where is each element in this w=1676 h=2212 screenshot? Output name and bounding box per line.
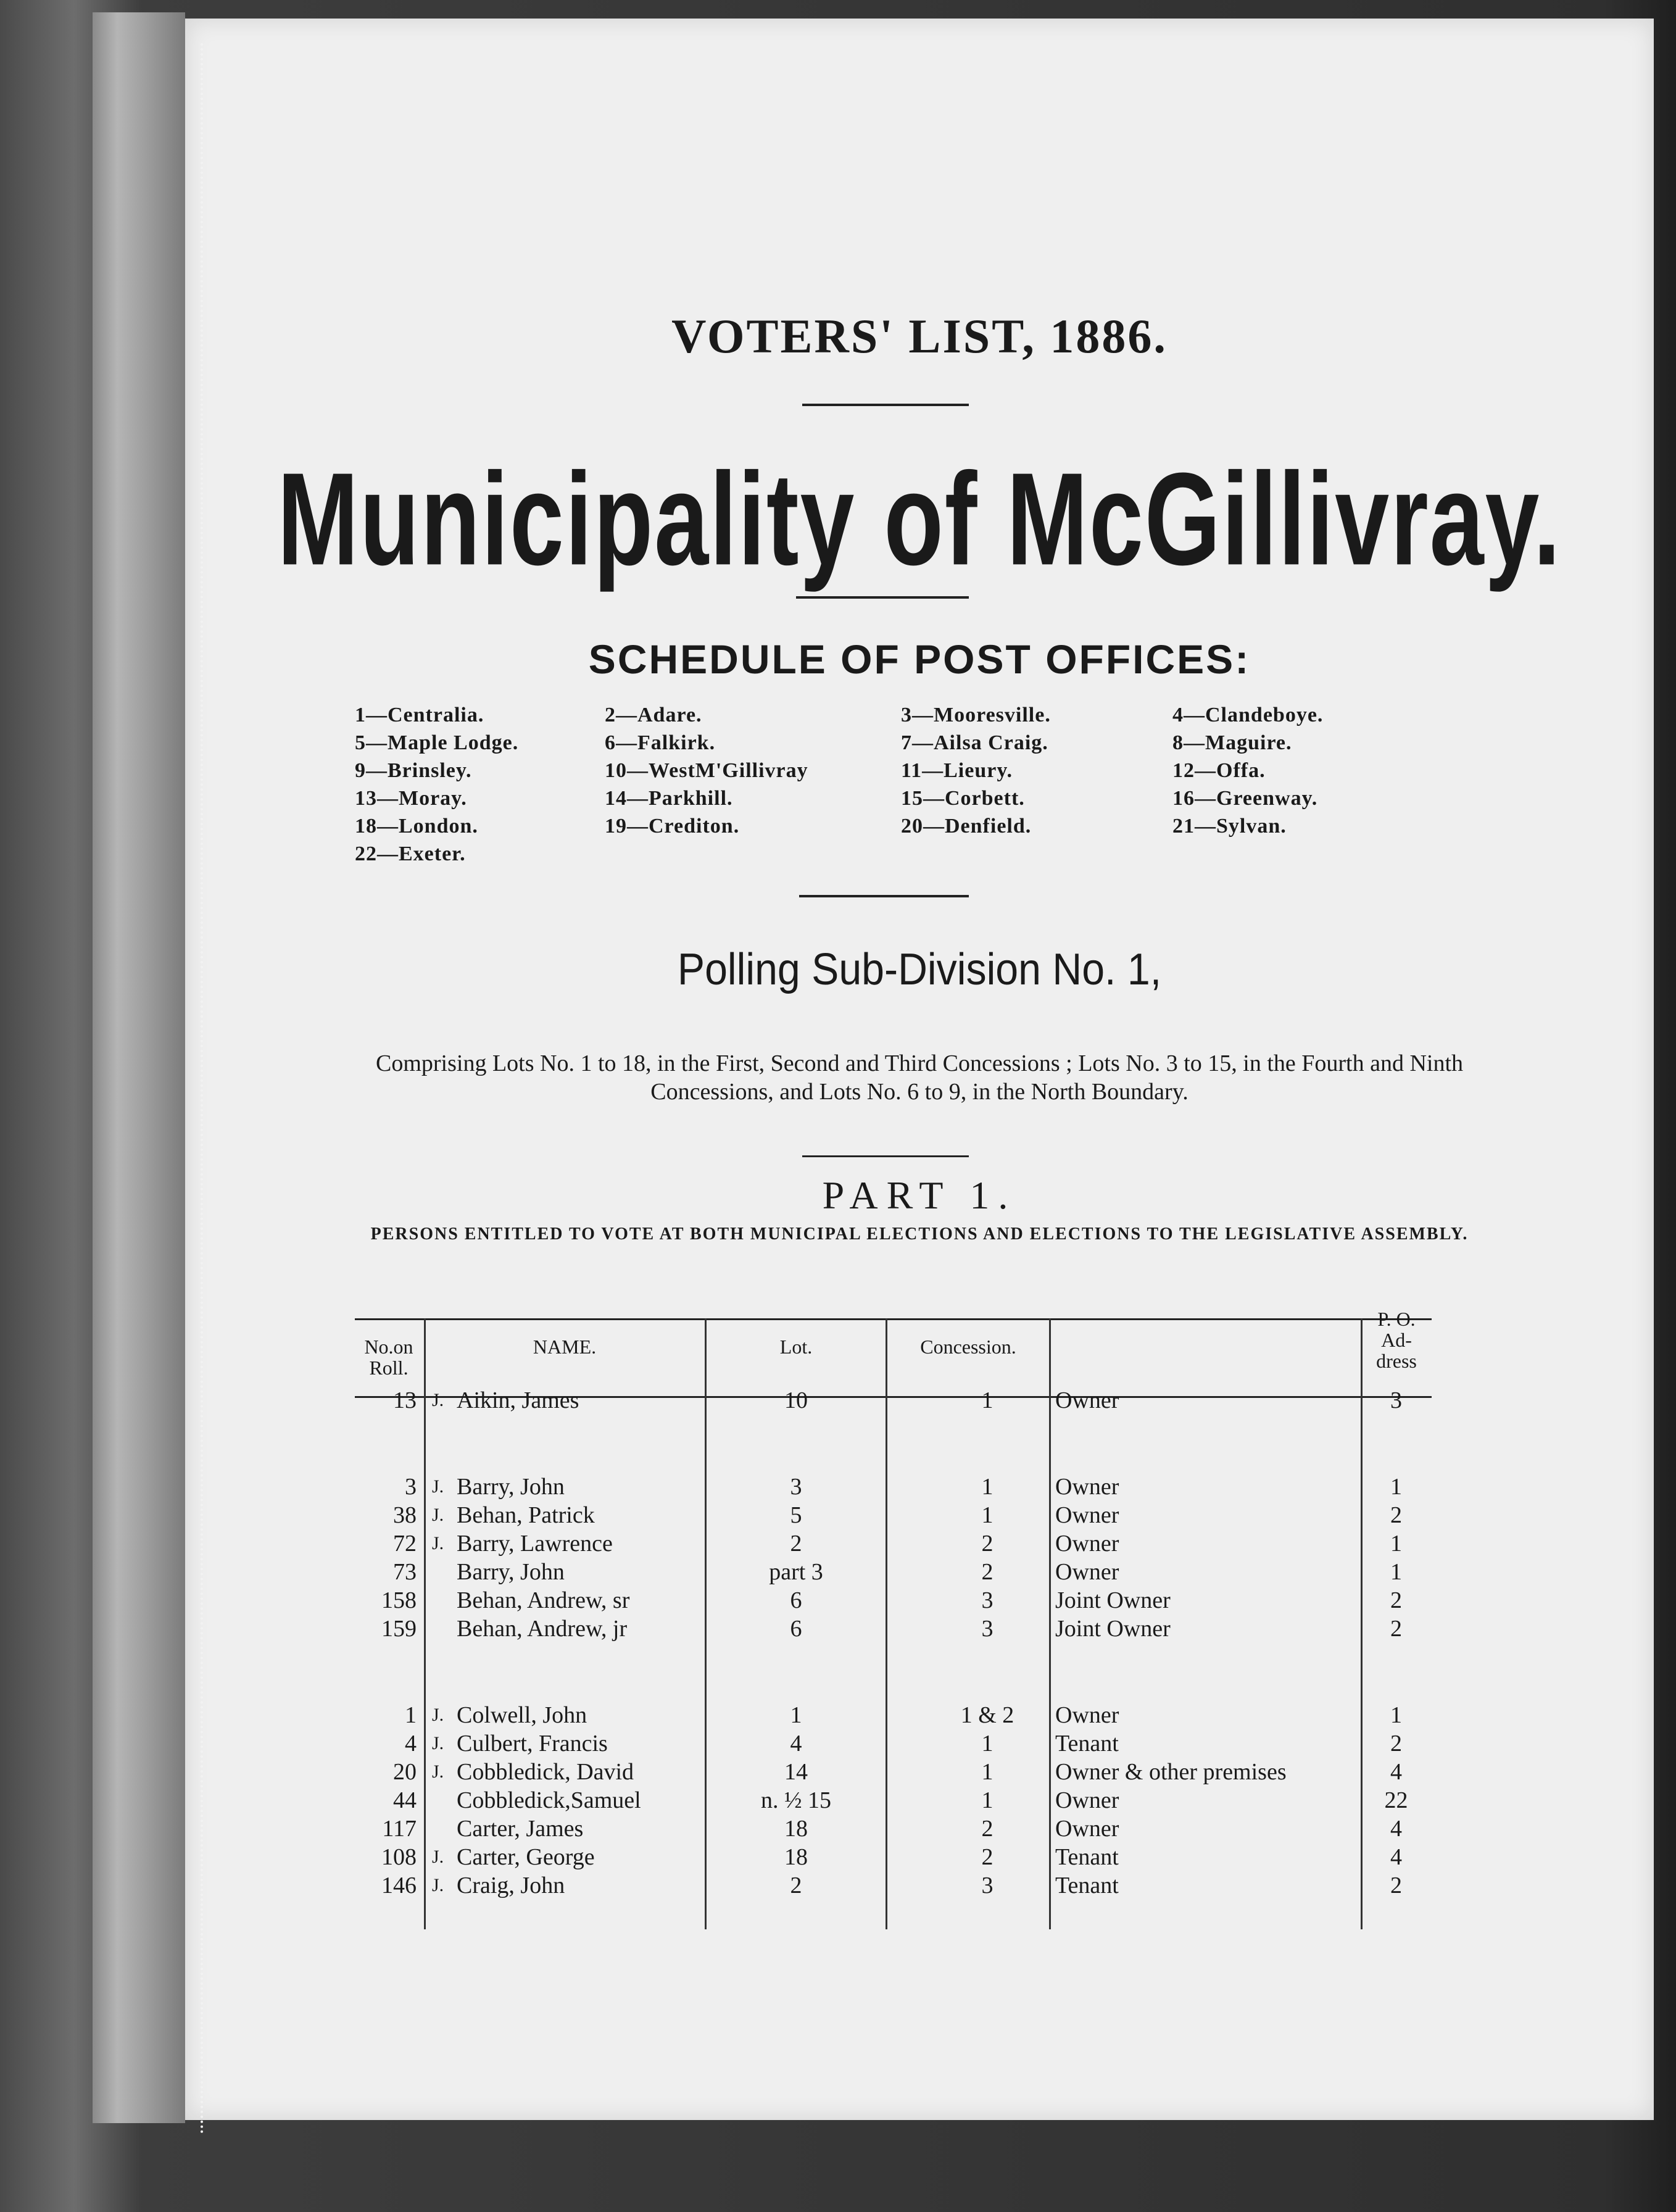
- table-column-rule: [1049, 1318, 1051, 1929]
- po-address: 2: [1390, 1616, 1402, 1642]
- post-office-item: 20—Denfield.: [901, 815, 1032, 838]
- roll-number: 13: [393, 1387, 417, 1413]
- post-office-item: 19—Crediton.: [605, 815, 740, 838]
- voter-name: Craig, John: [457, 1873, 565, 1898]
- po-address: 2: [1390, 1502, 1402, 1528]
- concession: 1: [981, 1787, 994, 1813]
- divider-rule: [796, 596, 969, 599]
- concession: 1: [981, 1759, 994, 1785]
- concession: 2: [981, 1531, 994, 1557]
- header-roll: No.on Roll.: [364, 1336, 413, 1379]
- municipality-title: Municipality of McGillivray.: [277, 446, 1562, 593]
- voter-name: Carter, James: [457, 1816, 584, 1842]
- po-address: 1: [1390, 1474, 1402, 1500]
- post-office-item: 6—Falkirk.: [605, 731, 716, 754]
- voter-name: Behan, Andrew, sr: [457, 1587, 630, 1613]
- lot-number: 10: [784, 1387, 808, 1413]
- header-lot: Lot.: [779, 1336, 813, 1358]
- voter-mark: J.: [432, 1733, 444, 1753]
- post-office-item: 13—Moray.: [355, 787, 467, 810]
- post-office-item: 10—WestM'Gillivray: [605, 759, 808, 782]
- post-office-item: 15—Corbett.: [901, 787, 1025, 810]
- part-heading: PART 1.: [822, 1173, 1017, 1217]
- roll-number: 1: [405, 1702, 417, 1728]
- po-address: 1: [1390, 1531, 1402, 1557]
- post-office-item: 11—Lieury.: [901, 759, 1013, 782]
- roll-number: 159: [381, 1616, 417, 1642]
- voter-mark: J.: [432, 1476, 444, 1497]
- po-address: 22: [1384, 1787, 1408, 1813]
- holder-status: Joint Owner: [1055, 1616, 1171, 1642]
- header-concession: Concession.: [920, 1336, 1016, 1358]
- concession: 1: [981, 1387, 994, 1413]
- lot-number: 1: [790, 1702, 802, 1728]
- holder-status: Owner: [1055, 1502, 1119, 1528]
- roll-number: 146: [381, 1873, 417, 1898]
- holder-status: Owner: [1055, 1787, 1119, 1813]
- lot-number: 18: [784, 1816, 808, 1842]
- lot-number: 6: [790, 1587, 802, 1613]
- po-address: 1: [1390, 1559, 1402, 1585]
- holder-status: Owner: [1055, 1474, 1119, 1500]
- lot-number: 2: [790, 1531, 802, 1557]
- lot-number: n. ½ 15: [761, 1787, 831, 1813]
- lot-number: 3: [790, 1474, 802, 1500]
- voter-mark: J.: [432, 1533, 444, 1553]
- lot-number: 6: [790, 1616, 802, 1642]
- roll-number: 73: [393, 1559, 417, 1585]
- post-office-item: 22—Exeter.: [355, 842, 466, 865]
- roll-number: 117: [382, 1816, 417, 1842]
- roll-number: 108: [381, 1844, 417, 1870]
- subdivision-description: Comprising Lots No. 1 to 18, in the First, Second and Third Concessions ; Lots No. 3 to 15, in the Fourth and Ninth Concessions, and Lots No. 6 to 9, in the North Boundary.: [375, 1050, 1464, 1105]
- po-address: 3: [1390, 1387, 1402, 1413]
- divider-rule: [799, 895, 969, 897]
- po-address: 2: [1390, 1587, 1402, 1613]
- post-office-item: 2—Adare.: [605, 704, 702, 726]
- concession: 2: [981, 1816, 994, 1842]
- roll-number: 72: [393, 1531, 417, 1557]
- voter-name: Behan, Andrew, jr: [457, 1616, 628, 1642]
- post-office-item: 1—Centralia.: [355, 704, 484, 726]
- persons-entitled-line: PERSONS ENTITLED TO VOTE AT BOTH MUNICIPAL ELECTIONS AND ELECTIONS TO THE LEGISLATIVE ASSEMBLY.: [370, 1224, 1469, 1244]
- post-office-item: 4—Clandeboye.: [1172, 704, 1324, 726]
- concession: 1: [981, 1474, 994, 1500]
- post-office-item: 9—Brinsley.: [355, 759, 472, 782]
- roll-number: 38: [393, 1502, 417, 1528]
- po-address: 4: [1390, 1759, 1402, 1785]
- voter-name: Colwell, John: [457, 1702, 587, 1728]
- roll-number: 3: [405, 1474, 417, 1500]
- post-office-item: 16—Greenway.: [1172, 787, 1318, 810]
- holder-status: Owner: [1055, 1816, 1119, 1842]
- header-name: NAME.: [533, 1336, 597, 1358]
- concession: 3: [981, 1587, 994, 1613]
- table-column-rule: [886, 1318, 887, 1929]
- voter-name: Behan, Patrick: [457, 1502, 595, 1528]
- voter-mark: J.: [432, 1705, 444, 1725]
- list-title: VOTERS' LIST, 1886.: [671, 309, 1168, 363]
- voter-name: Culbert, Francis: [457, 1731, 608, 1757]
- voter-name: Aikin, James: [457, 1387, 579, 1413]
- po-address: 4: [1390, 1844, 1402, 1870]
- table-column-rule: [424, 1318, 426, 1929]
- voter-mark: J.: [432, 1875, 444, 1895]
- po-address: 1: [1390, 1702, 1402, 1728]
- concession: 1: [981, 1731, 994, 1757]
- table-column-rule: [1361, 1318, 1363, 1929]
- table-column-rule: [705, 1318, 707, 1929]
- lot-number: part 3: [769, 1559, 823, 1585]
- voter-name: Barry, Lawrence: [457, 1531, 613, 1557]
- concession: 1 & 2: [960, 1702, 1014, 1728]
- header-po-address: P. O. Ad-dress: [1376, 1308, 1417, 1372]
- post-office-item: 21—Sylvan.: [1172, 815, 1287, 838]
- concession: 3: [981, 1873, 994, 1898]
- voter-name: Cobbledick, David: [457, 1759, 634, 1785]
- table-top-rule: [355, 1318, 1432, 1320]
- voter-mark: J.: [432, 1847, 444, 1867]
- holder-status: Owner: [1055, 1387, 1119, 1413]
- roll-number: 44: [393, 1787, 417, 1813]
- voter-mark: J.: [432, 1390, 444, 1410]
- lot-number: 5: [790, 1502, 802, 1528]
- divider-rule: [802, 1155, 969, 1157]
- schedule-heading: SCHEDULE OF POST OFFICES:: [588, 636, 1251, 682]
- voter-name: Carter, George: [457, 1844, 595, 1870]
- book-binding: [93, 12, 185, 2123]
- post-office-item: 14—Parkhill.: [605, 787, 733, 810]
- holder-status: Owner: [1055, 1559, 1119, 1585]
- voter-name: Barry, John: [457, 1474, 565, 1500]
- holder-status: Tenant: [1055, 1873, 1119, 1898]
- divider-rule: [802, 404, 969, 406]
- post-office-item: 3—Mooresville.: [901, 704, 1051, 726]
- concession: 1: [981, 1502, 994, 1528]
- post-office-item: 5—Maple Lodge.: [355, 731, 519, 754]
- holder-status: Tenant: [1055, 1844, 1119, 1870]
- document-page: [185, 19, 1654, 2120]
- post-office-item: 18—London.: [355, 815, 478, 838]
- roll-number: 158: [381, 1587, 417, 1613]
- voter-mark: J.: [432, 1505, 444, 1525]
- subdivision-heading: Polling Sub-Division No. 1,: [677, 945, 1162, 994]
- voter-name: Cobbledick,Samuel: [457, 1787, 641, 1813]
- post-office-item: 8—Maguire.: [1172, 731, 1292, 754]
- post-office-item: 12—Offa.: [1172, 759, 1266, 782]
- roll-number: 20: [393, 1759, 417, 1785]
- post-office-item: 7—Ailsa Craig.: [901, 731, 1048, 754]
- holder-status: Owner & other premises: [1055, 1759, 1287, 1785]
- lot-number: 14: [784, 1759, 808, 1785]
- voter-name: Barry, John: [457, 1559, 565, 1585]
- voter-mark: J.: [432, 1761, 444, 1782]
- lot-number: 4: [790, 1731, 802, 1757]
- concession: 2: [981, 1559, 994, 1585]
- holder-status: Tenant: [1055, 1731, 1119, 1757]
- holder-status: Joint Owner: [1055, 1587, 1171, 1613]
- holder-status: Owner: [1055, 1531, 1119, 1557]
- concession: 2: [981, 1844, 994, 1870]
- po-address: 2: [1390, 1731, 1402, 1757]
- holder-status: Owner: [1055, 1702, 1119, 1728]
- po-address: 2: [1390, 1873, 1402, 1898]
- concession: 3: [981, 1616, 994, 1642]
- roll-number: 4: [405, 1731, 417, 1757]
- lot-number: 2: [790, 1873, 802, 1898]
- po-address: 4: [1390, 1816, 1402, 1842]
- lot-number: 18: [784, 1844, 808, 1870]
